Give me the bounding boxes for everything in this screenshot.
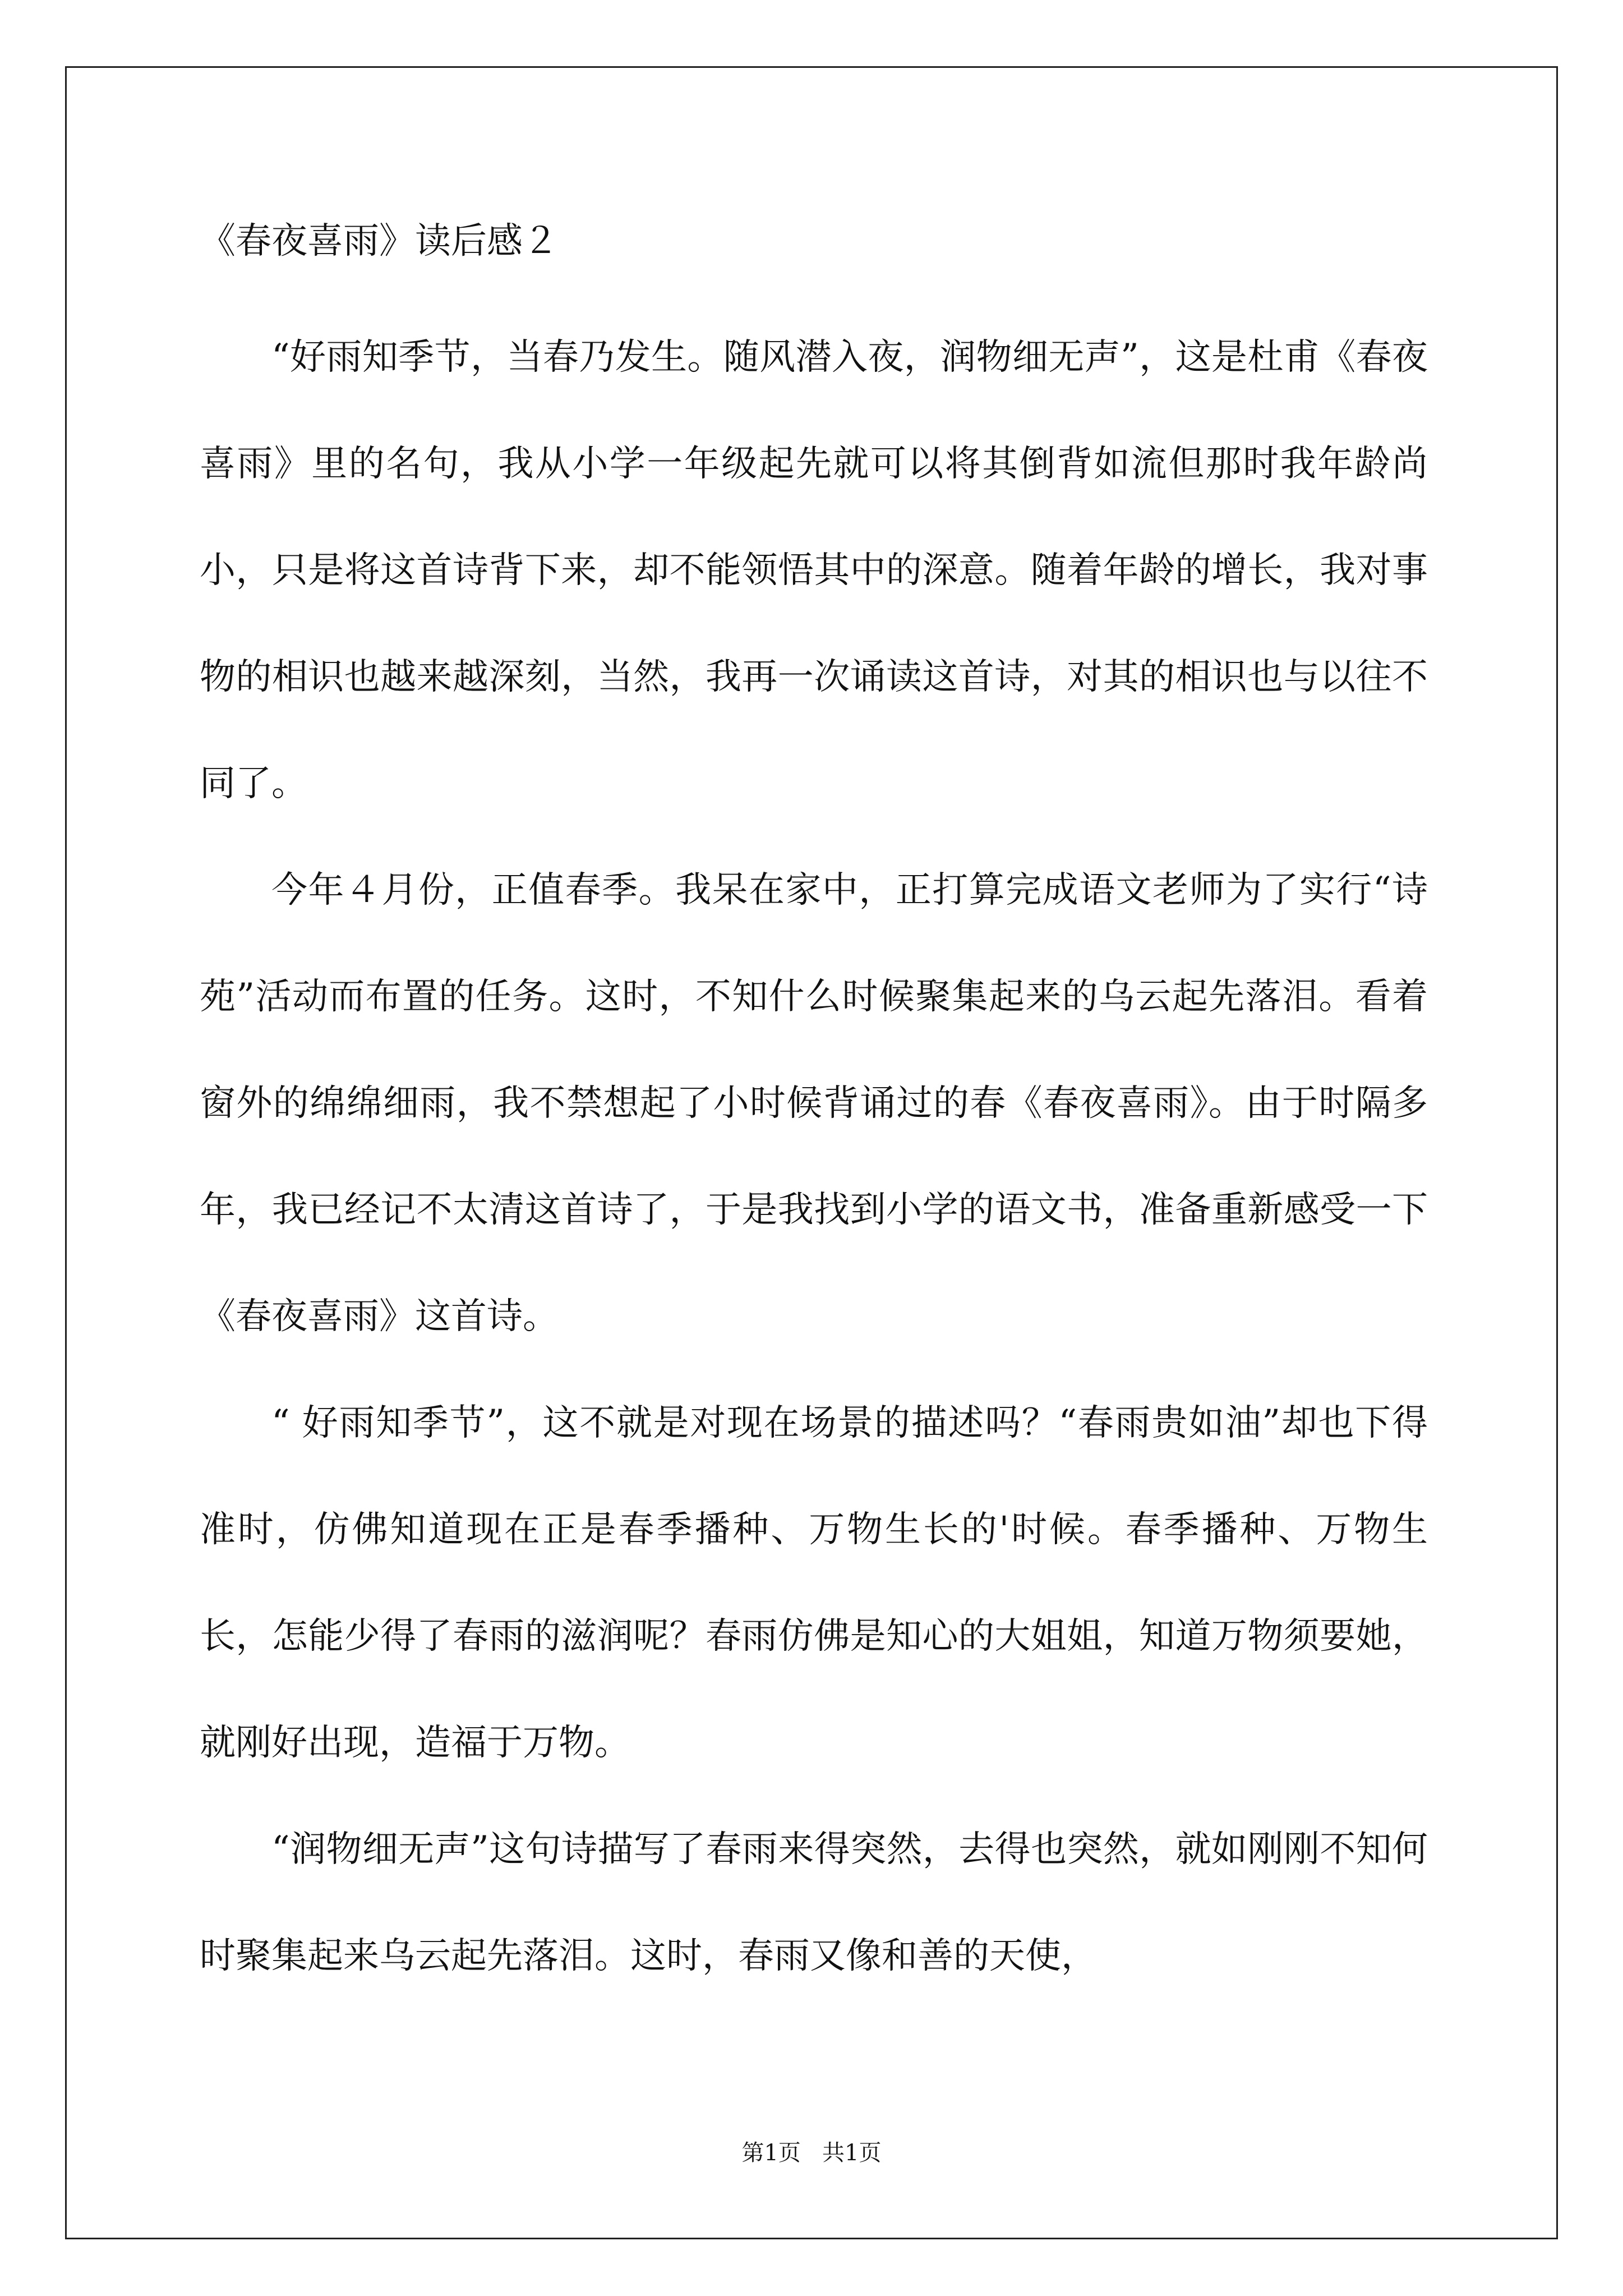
page-number-footer: 第1页 共1页: [741, 2140, 882, 2166]
document-title: 《春夜喜雨》读后感２: [200, 220, 559, 262]
document-body: [200, 219, 1428, 2009]
paragraph-2: 今年４月份，正值春季。我呆在家中，正打算完成语文老师为了实行“诗苑”活动而布置的任务。这时，不知什么时候聚集起来的乌云起先落泪。看着窗外的绵绵细雨，我不禁想起了小时候背诵过的春《春夜喜雨》。由于时隔多年，我已经记不太清这首诗了，于是我找到小学的语文书，准备重新感受一下《春夜喜雨》这首诗。: [200, 869, 1428, 1337]
paragraph-1: “好雨知季节，当春乃发生。随风潜入夜，润物细无声”，这是杜甫《春夜喜雨》里的名句，我从小学一年级起先就可以将其倒背如流但那时我年龄尚小，只是将这首诗背下来，却不能领悟其中的深意。随着年龄的增长，我对事物的相识也越来越深刻，当然，我再一次诵读这首诗，对其的相识也与以往不同了。: [200, 337, 1428, 804]
paragraph-3: “ 好雨知季节”，这不就是对现在场景的描述吗？“春雨贵如油”却也下得准时，仿佛知道现在正是春季播种、万物生长的'时候。春季播种、万物生长，怎能少得了春雨的滋润呢？春雨仿佛是知心的大姐姐，知道万物须要她，就刚好出现，造福于万物。: [200, 1402, 1428, 1764]
paragraph-4: “润物细无声”这句诗描写了春雨来得突然，去得也突然，就如刚刚不知何时聚集起来乌云起先落泪。这时，春雨又像和善的天使，: [200, 1829, 1428, 1977]
